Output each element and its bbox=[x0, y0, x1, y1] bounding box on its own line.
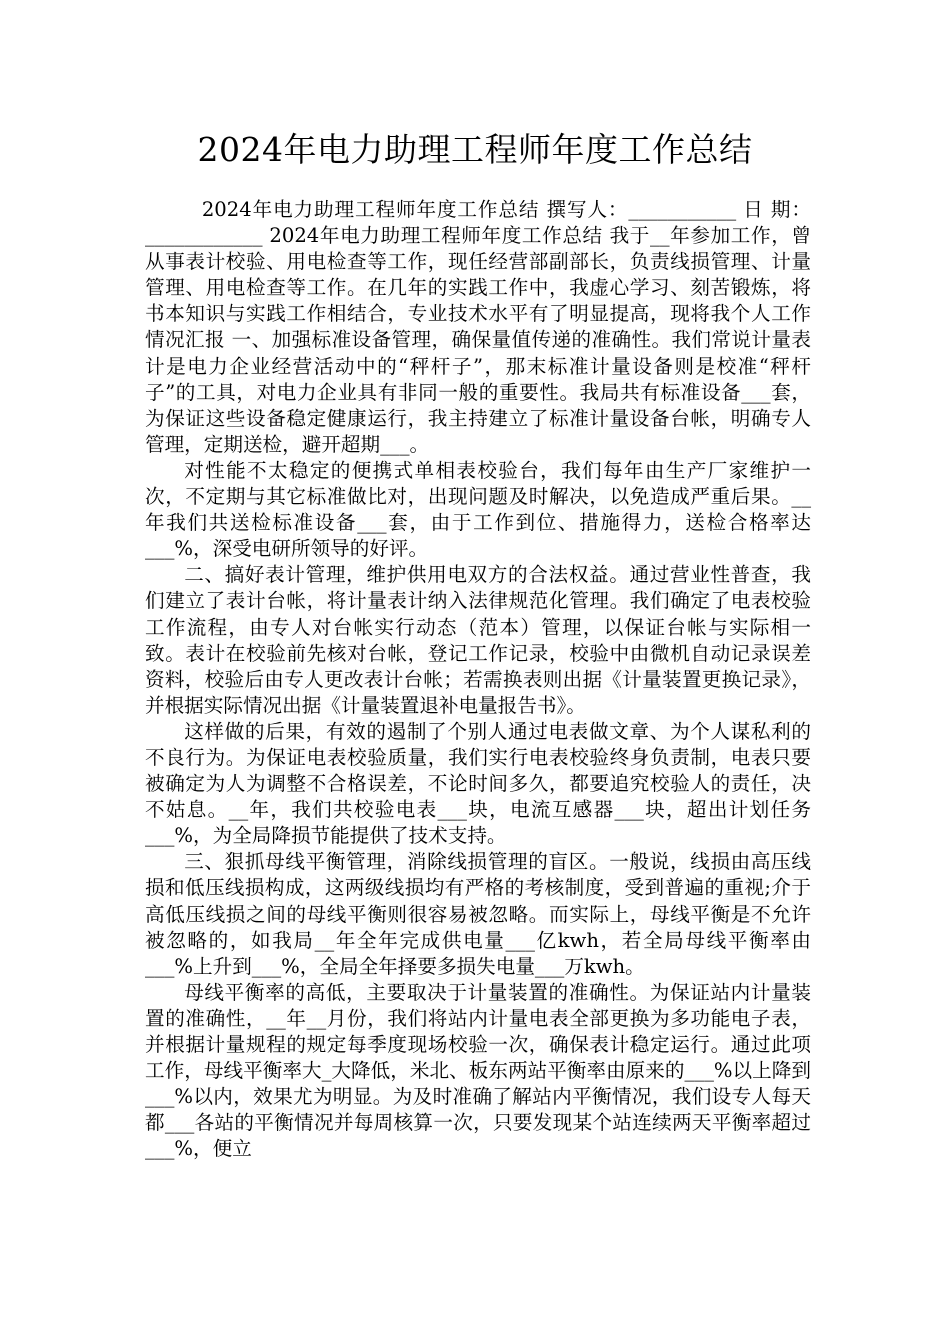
document-title: 2024年电力助理工程师年度工作总结 bbox=[197, 130, 753, 169]
paragraph: 二、搞好表计管理，维护供用电双方的合法权益。通过营业性普查，我们建立了表计台帐，将计量表计纳入法律规范化管理。我们确定了电表校验工作流程，由专人对台帐实行动态（范本）管理，以保证台帐与实际相一致。表计在校验前先核对台帐，登记工作记录，校验中由微机自动记录误差资料，校验后由专人更改表计台帐；若需换表则出据《计量装置更换记录》，并根据实际情况出据《计量装置退补电量报告书》。 bbox=[145, 563, 811, 717]
paragraph: 这样做的后果，有效的遏制了个别人通过电表做文章、为个人谋私利的不良行为。为保证电表校验质量，我们实行电表校验终身负责制，电表只要被确定为人为调整不合格误差，不论时间多久，都要追究校验人的责任，决不姑息。__年，我们共校验电表___块，电流互感器___块，超出计划任务___%，为全局降损节能提供了技术支持。 bbox=[145, 719, 811, 848]
paragraph: 对性能不太稳定的便携式单相表校验台，我们每年由生产厂家维护一次，不定期与其它标准做比对，出现问题及时解决，以免造成严重后果。__年我们共送检标准设备___套，由于工作到位、措施得力，送检合格率达___%，深受电研所领导的好评。 bbox=[145, 458, 811, 561]
paragraph: 2024年电力助理工程师年度工作总结 撰写人：___________ 日 期：____________ 2024年电力助理工程师年度工作总结 我于__年参加工作，曾从事表计校验、用电检查等工作，现任经营部副部长，负责线损管理、计量管理、用电检查等工作。在几年的实践工作中，我虚心学习、刻苦锻炼，将书本知识与实践工作相结合，专业技术水平有了明显提高，现将我个人工作情况汇报 一、加强标准设备管理，确保量值传递的准确性。我们常说计量表计是电力企业经营活动中的“秤杆子”，那末标准计量设备则是校准“秤杆子”的工具，对电力企业具有非同一般的重要性。我局共有标准设备___套，为保证这些设备稳定健康运行，我主持建立了标准计量设备台帐，明确专人管理，定期送检，避开超期___。 bbox=[145, 198, 811, 456]
paragraph: 母线平衡率的高低，主要取决于计量装置的准确性。为保证站内计量装置的准确性，__年__月份，我们将站内计量电表全部更换为多功能电子表，并根据计量规程的规定每季度现场校验一次，确保表计稳定运行。通过此项工作，母线平衡率大_大降低，米北、板东两站平衡率由原来的___%以上降到___%以内，效果尤为明显。为及时准确了解站内平衡情况，我们设专人每天都___各站的平衡情况并每周核算一次，只要发现某个站连续两天平衡率超过___%，便立 bbox=[145, 980, 811, 1161]
document-body bbox=[145, 197, 811, 1162]
paragraph: 三、狠抓母线平衡管理，消除线损管理的盲区。一般说，线损由高压线损和低压线损构成，这两级线损均有严格的考核制度，受到普遍的重视;介于高低压线损之间的母线平衡则很容易被忽略。而实际上，母线平衡是不允许被忽略的，如我局__年全年完成供电量___亿kwh，若全局母线平衡率由___%上升到___%，全局全年择要多损失电量___万kwh。 bbox=[145, 850, 811, 978]
